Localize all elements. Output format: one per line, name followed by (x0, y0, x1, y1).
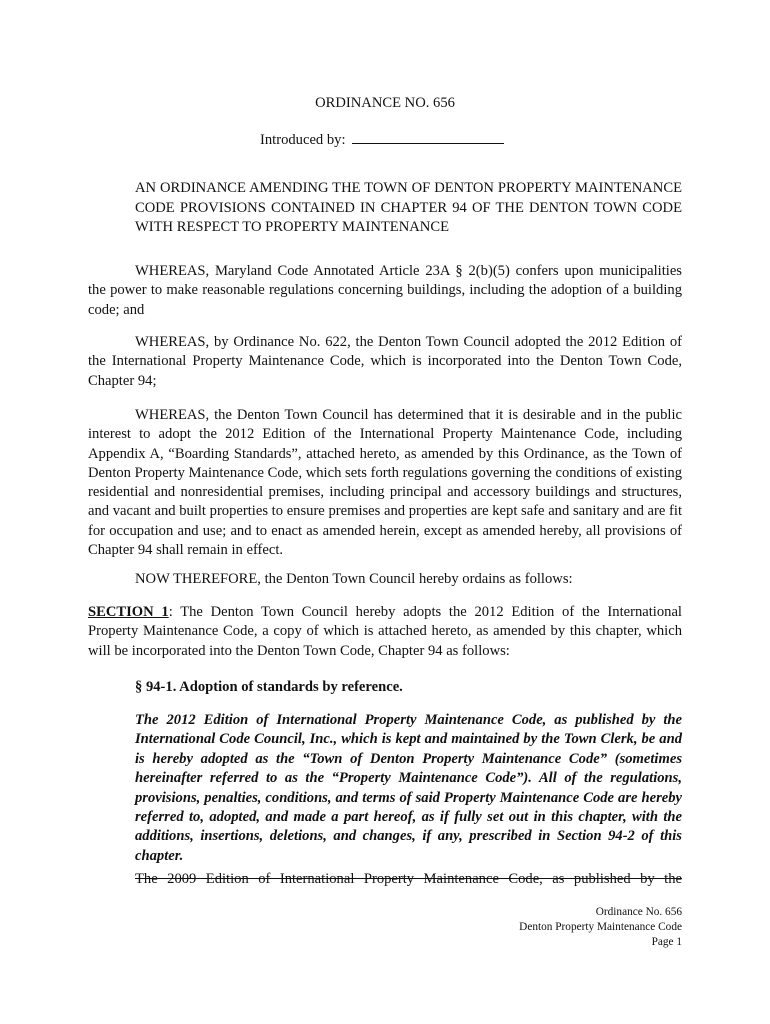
section-1-label: SECTION 1 (88, 604, 169, 620)
whereas-paragraph-1: WHEREAS, Maryland Code Annotated Article 23A § 2(b)(5) confers upon municipalities the power to make reasonable regulations concerning buildings, including the adoption of a building code; and (88, 263, 682, 318)
section-1-text: : The Denton Town Council hereby adopts the 2012 Edition of the International Property Maintenance Code, a copy of which is attached hereto, as amended by this chapter, which will be incorporated into the Denton Town Code, Chapter 94 as follows: (88, 604, 682, 659)
struck-text-line: The 2009 Edition of International Property Maintenance Code, as published by the (135, 871, 682, 887)
ordinance-caption: AN ORDINANCE AMENDING THE TOWN OF DENTON PROPERTY MAINTENANCE CODE PROVISIONS CONTAINED IN CHAPTER 94 OF THE DENTON TOWN CODE WITH RESPECT TO PROPERTY MAINTENANCE (135, 180, 682, 236)
introduced-by-label: Introduced by: (260, 132, 346, 148)
section-1-paragraph (88, 603, 682, 661)
introduced-by-line (260, 131, 504, 150)
subsection-text: The 2012 Edition of International Property Maintenance Code, as published by the International Code Council, Inc., which is kept and maintained by the Town Clerk, be and is hereby adopted as the “Town of Denton Property Maintenance Code” (sometimes hereinafter referred to as the “Property Maintenance Code”). All of the regulations, provisions, penalties, conditions, and terms of said Property Maintenance Code are hereby referred to, adopted, and made a part hereof, as if fully set out in this chapter, with the additions, insertions, deletions, and changes, if any, prescribed in Section 94-2 of this chapter. (135, 712, 682, 864)
ordinance-title: ORDINANCE NO. 656 (315, 95, 455, 111)
footer-code-name: Denton Property Maintenance Code (519, 921, 682, 934)
whereas-paragraph-2: WHEREAS, by Ordinance No. 622, the Denton Town Council adopted the 2012 Edition of the International Property Maintenance Code, which is incorporated into the Denton Town Code, Chapter 94; (88, 334, 682, 389)
subsection-heading: § 94-1. Adoption of standards by reference. (135, 679, 403, 695)
introduced-by-blank (352, 131, 504, 144)
page-footer (519, 905, 682, 951)
footer-page-number: Page 1 (651, 936, 682, 949)
whereas-paragraph-3: WHEREAS, the Denton Town Council has determined that it is desirable and in the public interest to adopt the 2012 Edition of the International Property Maintenance Code, including Appendix A, “Boarding Standards”, attached hereto, as amended by this Ordinance, as the Town of Denton Property Maintenance Code, which sets forth regulations governing the conditions of existing residential and nonresidential premises, including principal and accessory buildings and structures, and vacant and built properties to ensure premises and properties are kept safe and sanitary and are fit for occupation and use; and to enact as amended herein, except as amended hereby, all provisions of Chapter 94 shall remain in effect. (88, 407, 682, 559)
footer-ordinance-number: Ordinance No. 656 (595, 906, 682, 918)
now-therefore-paragraph: NOW THEREFORE, the Denton Town Council hereby ordains as follows: (135, 571, 573, 587)
